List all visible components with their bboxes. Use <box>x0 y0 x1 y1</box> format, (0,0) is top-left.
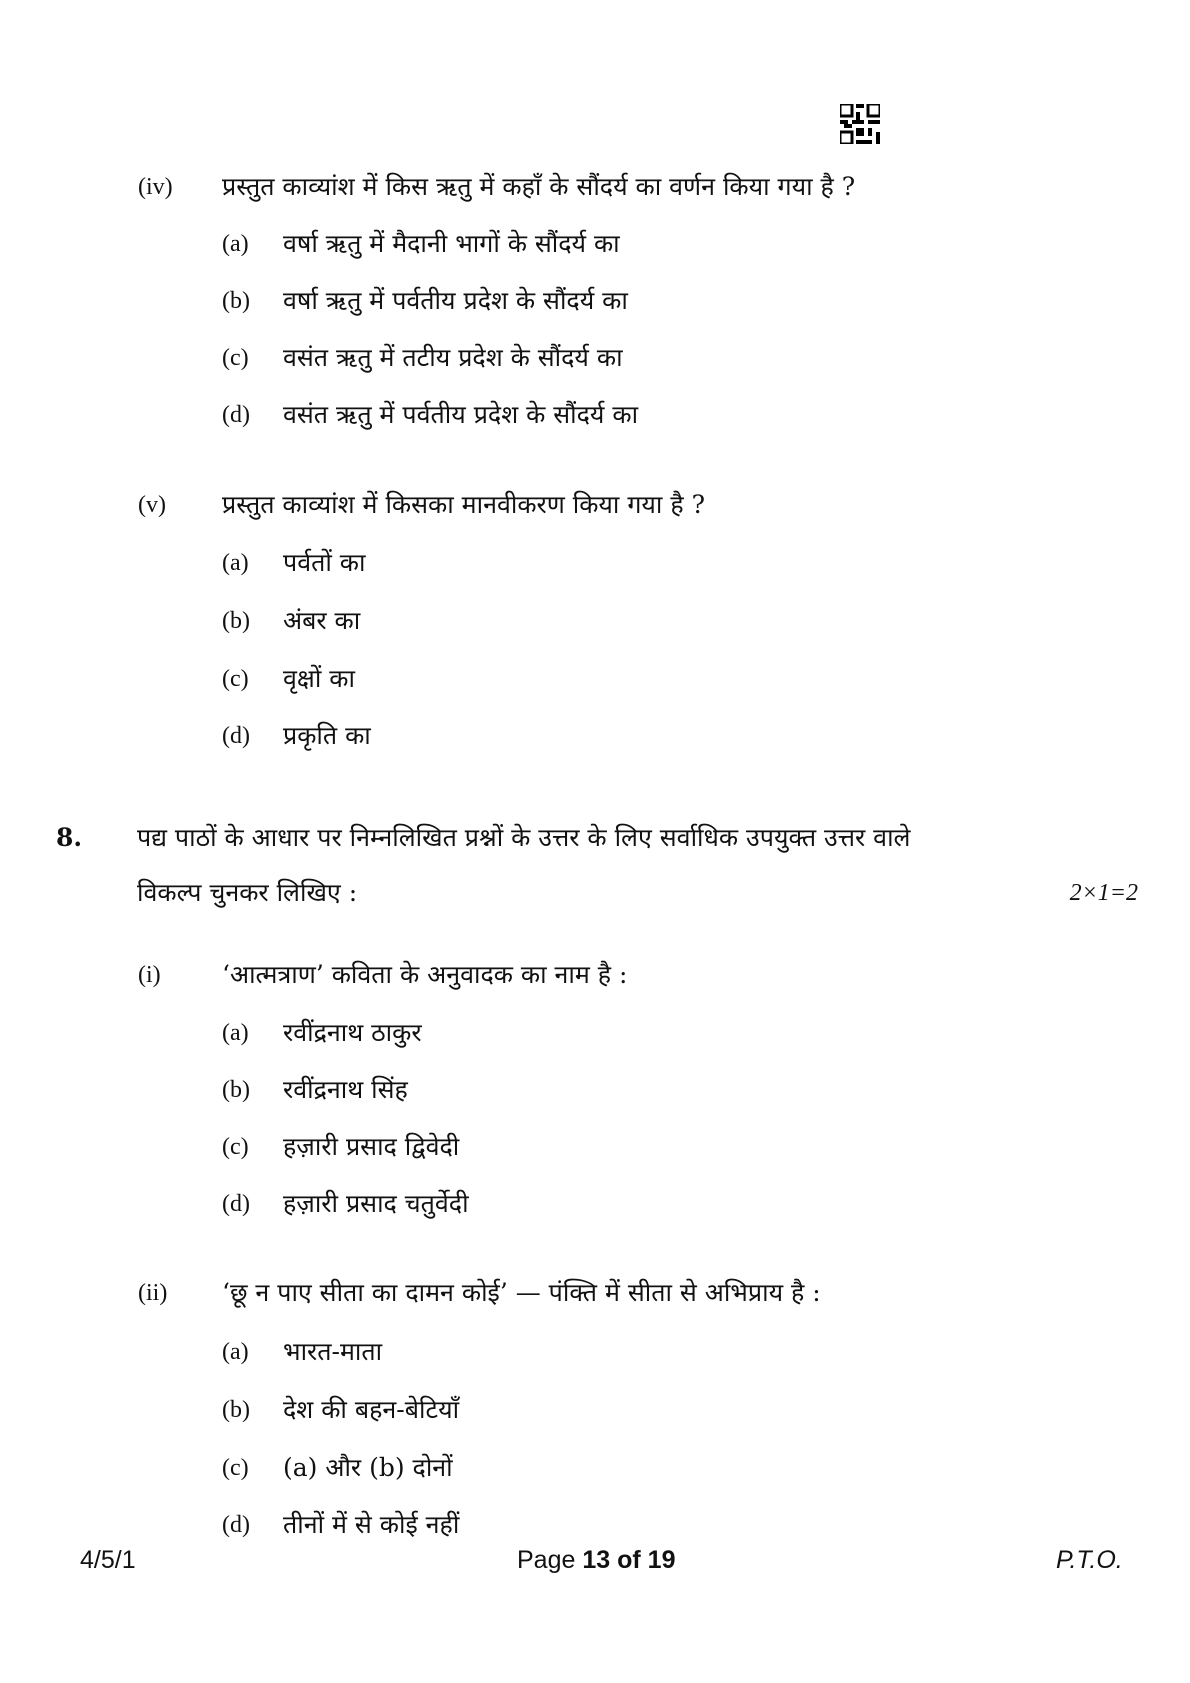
option-label: (c) <box>222 1455 249 1481</box>
option-text: वृक्षों का <box>283 664 355 693</box>
question-label: (iv) <box>138 174 173 200</box>
option-label: (d) <box>222 1191 250 1217</box>
question-text: विकल्प चुनकर लिखिए : <box>137 878 358 907</box>
option-text: हज़ारी प्रसाद चतुर्वेदी <box>283 1189 469 1218</box>
option-text: हज़ारी प्रसाद द्विवेदी <box>283 1132 460 1161</box>
option-text: (a) और (b) दोनों <box>283 1453 453 1482</box>
option-label: (a) <box>222 231 249 257</box>
question-text: पद्य पाठों के आधार पर निम्नलिखित प्रश्नों के उत्तर के लिए सर्वाधिक उपयुक्त उत्तर वाले <box>137 823 911 852</box>
question-label: (i) <box>138 962 161 988</box>
option-text: पर्वतों का <box>283 548 366 577</box>
option-label: (a) <box>222 550 249 576</box>
option-label: (d) <box>222 1512 250 1538</box>
option-text: वर्षा ऋतु में पर्वतीय प्रदेश के सौंदर्य का <box>283 286 628 315</box>
option-text: देश की बहन-बेटियाँ <box>283 1395 460 1424</box>
qr-code-icon <box>840 104 880 144</box>
page-number: Page 13 of 19 <box>517 1546 676 1574</box>
option-text: तीनों में से कोई नहीं <box>283 1510 460 1539</box>
paper-code: 4/5/1 <box>80 1546 136 1574</box>
option-label: (a) <box>222 1339 249 1365</box>
option-text: रवींद्रनाथ सिंह <box>283 1075 408 1104</box>
option-text: वसंत ऋतु में तटीय प्रदेश के सौंदर्य का <box>283 343 623 372</box>
option-label: (b) <box>222 608 250 634</box>
question-number: 8. <box>56 823 83 852</box>
option-text: अंबर का <box>283 606 361 635</box>
marks: 2×1=2 <box>1069 880 1138 906</box>
option-text: प्रकृति का <box>283 721 371 750</box>
pto-label: P.T.O. <box>1056 1546 1123 1574</box>
option-label: (a) <box>222 1020 249 1046</box>
question-label: (ii) <box>138 1280 168 1306</box>
option-label: (b) <box>222 1077 250 1103</box>
option-label: (c) <box>222 666 249 692</box>
option-text: भारत-माता <box>283 1337 383 1366</box>
question-label: (v) <box>138 492 166 518</box>
option-label: (b) <box>222 1397 250 1423</box>
question-text: ‘आत्मत्राण’ कविता के अनुवादक का नाम है : <box>222 960 628 989</box>
option-label: (d) <box>222 402 250 428</box>
option-text: रवींद्रनाथ ठाकुर <box>283 1018 422 1047</box>
question-text: प्रस्तुत काव्यांश में किसका मानवीकरण किया गया है ? <box>222 490 705 519</box>
option-text: वर्षा ऋतु में मैदानी भागों के सौंदर्य का <box>283 229 620 258</box>
question-text: प्रस्तुत काव्यांश में किस ऋतु में कहाँ के सौंदर्य का वर्णन किया गया है ? <box>222 172 856 201</box>
option-label: (d) <box>222 723 250 749</box>
option-text: वसंत ऋतु में पर्वतीय प्रदेश के सौंदर्य का <box>283 400 639 429</box>
option-label: (c) <box>222 345 249 371</box>
option-label: (c) <box>222 1134 249 1160</box>
option-label: (b) <box>222 288 250 314</box>
question-text: ‘छू न पाए सीता का दामन कोई’ — पंक्ति में सीता से अभिप्राय है : <box>222 1278 821 1307</box>
